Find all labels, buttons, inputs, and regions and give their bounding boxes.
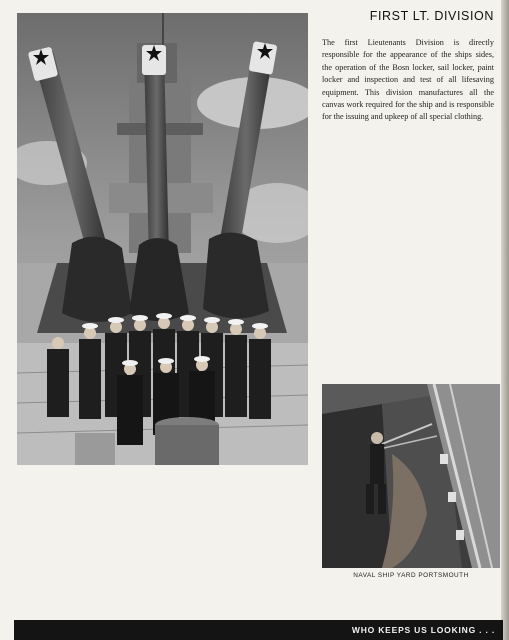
- shipyard-photo: [322, 384, 500, 568]
- division-group-photo: [17, 13, 308, 465]
- footer-bar: [14, 620, 503, 640]
- division-heading: FIRST LT. DIVISION: [369, 9, 494, 23]
- division-group-photo-art: [17, 13, 308, 465]
- division-description: The first Lieutenants Division is directly responsible for the appearance of the ships sides, the operation of the Bosn locker, sail locker, paint locker and inspection and test of all lifesaving equipment. This division manufactures all the canvas work required for the ship and is responsible for the issuing and upkeep of all special clothing.: [322, 38, 494, 122]
- shipyard-photo-caption: NAVAL SHIP YARD PORTSMOUTH: [353, 572, 469, 579]
- shipyard-photo-art: [322, 384, 500, 568]
- footer-text: WHO KEEPS US LOOKING . . .: [351, 625, 495, 635]
- page-edge: [501, 0, 509, 640]
